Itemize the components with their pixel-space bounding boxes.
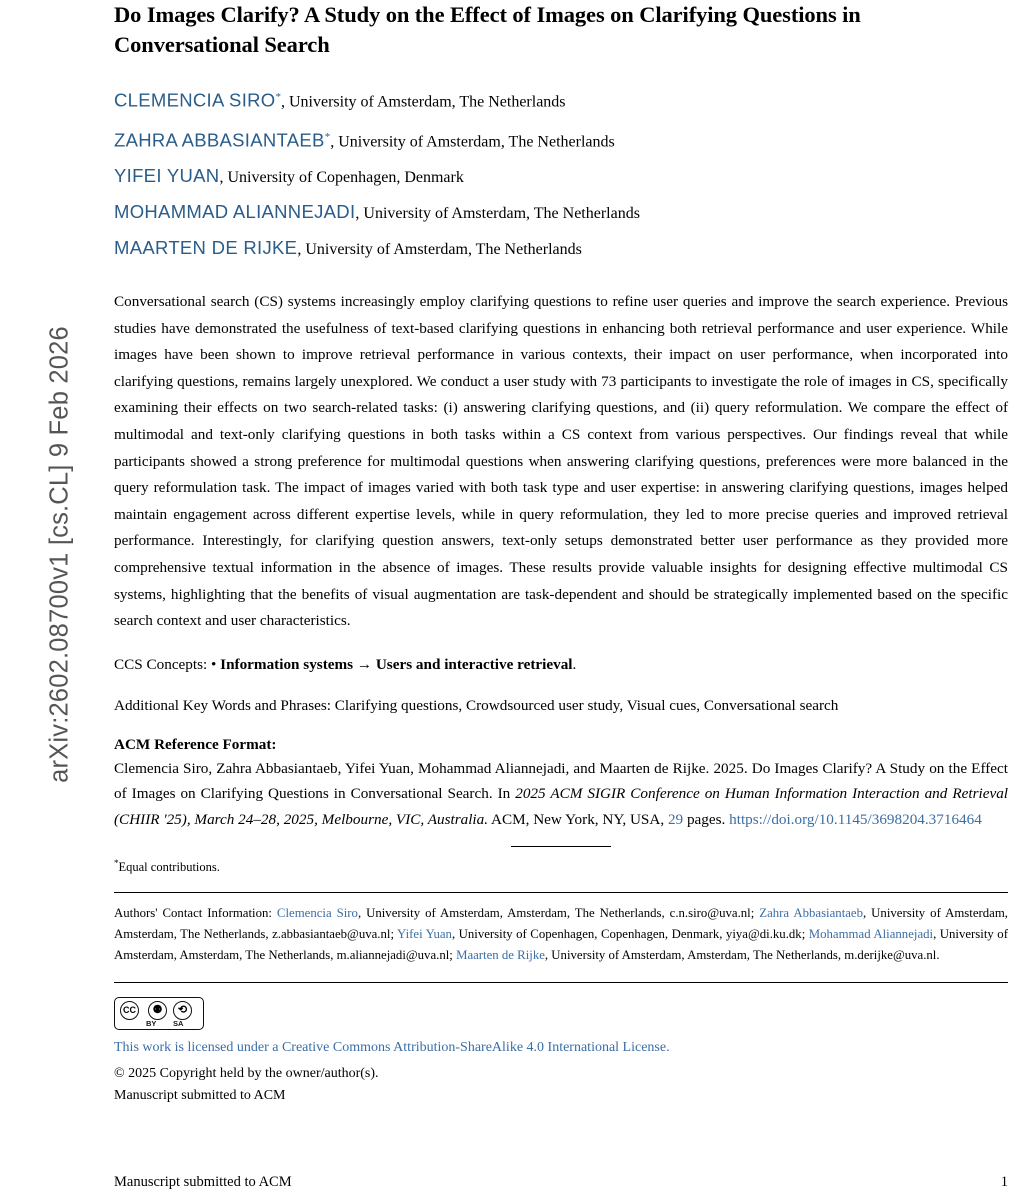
page-footer xyxy=(114,1174,1008,1191)
author-list xyxy=(114,80,1008,267)
arxiv-identifier-stamp: arXiv:2602.08700v1 [cs.CL] 9 Feb 2026 xyxy=(45,326,74,783)
contact-author-5-details: , University of Amsterdam, Amsterdam, The Netherlands, m.derijke@uva.nl. xyxy=(544,948,940,963)
creative-commons-badge-icon xyxy=(114,997,204,1030)
contact-author-4-details: , University of Amsterdam, Amsterdam, The Netherlands, m.aliannejadi@uva.nl; xyxy=(114,927,1008,963)
contact-top-rule xyxy=(114,892,1008,893)
acm-reference-format-heading: ACM Reference Format: xyxy=(114,735,277,753)
footnote-text: Equal contributions. xyxy=(118,860,220,875)
contact-author-5[interactable]: Maarten de Rijke xyxy=(456,948,545,963)
acm-reference-format-body xyxy=(114,756,1008,833)
footer-left-text: Manuscript submitted to ACM xyxy=(114,1174,292,1190)
contact-author-3[interactable]: Yifei Yuan xyxy=(397,927,452,942)
copyright-line: © 2025 Copyright held by the owner/author(s). xyxy=(114,1066,379,1082)
contact-prefix: Authors' Contact Information: xyxy=(114,906,277,921)
author-name: YIFEI YUAN xyxy=(114,165,220,186)
footnote-marker: * xyxy=(114,858,119,869)
ccs-arrow: → xyxy=(353,655,376,673)
author-name: ZAHRA ABBASIANTAEB xyxy=(114,129,325,150)
author-affiliation: , University of Amsterdam, The Netherlands xyxy=(330,133,615,150)
abstract-text: Conversational search (CS) systems increasingly employ clarifying questions to refine user queries and improve the search experience. Previous studies have demonstrated the usefulness of text-based clarifying questions in enhancing both retrieval performance and user experience. While images have been shown to improve retrieval performance in various contexts, their impact on user performance, when incorporated into clarifying questions, remains largely unexplored. We conduct a user study with 73 participants to investigate the role of images in CS, specifically examining their effects on two search-related tasks: (i) answering clarifying questions, and (ii) query reformulation. We compare the effect of multimodal and text-only clarifying questions in both tasks within a CS context from various perspectives. Our findings reveal that while participants showed a strong preference for multimodal questions when answering clarifying questions, preferences were more balanced in the query reformulation task. The impact of images varied with both task type and user expertise: in answering clarifying questions, images helped maintain engagement across different expertise levels, while in query reformulation, they led to more precise queries and improved retrieval performance. Interestingly, for clarifying question answers, text-only setups demonstrated better user performance as they provided more comprehensive textual information in the absence of images. These results provide valuable insights for designing effective multimodal CS systems, highlighting that the benefits of visual augmentation are task-dependent and should be strategically implemented based on the specific search context and user characteristics. xyxy=(114,293,1008,630)
author-affiliation: , University of Amsterdam, The Netherlands xyxy=(297,241,582,258)
ccs-category: Information systems xyxy=(220,655,354,673)
manuscript-submitted-line: Manuscript submitted to ACM xyxy=(114,1088,286,1104)
keywords-line: Additional Key Words and Phrases: Clarifying questions, Crowdsourced user study, Visual cues, Conversational search xyxy=(114,696,839,714)
reference-page-count: 29 xyxy=(667,810,684,828)
ccs-label: CCS Concepts: • xyxy=(114,655,221,673)
author-name: MOHAMMAD ALIANNEJADI xyxy=(114,201,356,222)
cc-by-circle-icon: ⚉ xyxy=(148,1001,167,1020)
reference-text-part2: ACM, New York, NY, USA, xyxy=(488,810,668,828)
ccs-period: . xyxy=(572,655,577,673)
author-affiliation: , University of Copenhagen, Denmark xyxy=(219,169,464,186)
ccs-subcategory: Users and interactive retrieval xyxy=(375,655,573,673)
contact-author-1[interactable]: Clemencia Siro xyxy=(276,906,358,921)
authors-contact-information xyxy=(114,903,1008,966)
author-footnote-marker: * xyxy=(324,130,331,143)
list-item xyxy=(114,195,1008,231)
contact-author-1-details: , University of Amsterdam, Amsterdam, The Netherlands, c.n.siro@uva.nl; xyxy=(357,906,760,921)
cc-by-label: BY xyxy=(146,1019,157,1029)
ccs-concepts xyxy=(114,653,1008,677)
contact-author-4[interactable]: Mohammad Aliannejadi xyxy=(808,927,934,942)
author-affiliation: , University of Amsterdam, The Netherlands xyxy=(355,205,640,222)
reference-venue: 2025 ACM SIGIR Conference on Human Information Interaction and Retrieval (CHIIR '25), March 24–28, 2025, Melbourne, VIC, Australia. xyxy=(114,785,1009,828)
list-item xyxy=(114,231,1008,267)
author-footnote-marker: * xyxy=(275,91,281,103)
cc-sa-circle-icon: ⟲ xyxy=(173,1001,192,1020)
author-name: CLEMENCIA SIRO xyxy=(114,89,276,111)
list-item xyxy=(114,159,1008,195)
cc-circle-icon: CC xyxy=(120,1001,139,1020)
equal-contribution-footnote xyxy=(114,855,1008,876)
contact-author-2[interactable]: Zahra Abbasiantaeb xyxy=(759,906,864,921)
license-link[interactable]: This work is licensed under a Creative Commons Attribution-ShareAlike 4.0 International License. xyxy=(114,1040,670,1056)
contact-author-3-details: , University of Copenhagen, Copenhagen, Denmark, yiya@di.ku.dk; xyxy=(451,927,809,942)
page-number: 1 xyxy=(1000,1174,1008,1190)
footnote-rule xyxy=(511,846,611,847)
license-top-rule xyxy=(114,982,1008,983)
doi-link[interactable]: https://doi.org/10.1145/3698204.3716464 xyxy=(729,810,982,828)
license-block xyxy=(114,997,1008,1106)
author-affiliation: , University of Amsterdam, The Netherlands xyxy=(281,93,566,111)
cc-sa-label: SA xyxy=(173,1019,184,1029)
reference-text-part3: pages. xyxy=(683,810,730,828)
contact-author-2-details: , University of Amsterdam, Amsterdam, The Netherlands, z.abbasiantaeb@uva.nl; xyxy=(114,906,1008,942)
list-item xyxy=(114,80,1008,120)
reference-text-part1: Clemencia Siro, Zahra Abbasiantaeb, Yifei Yuan, Mohammad Aliannejadi, and Maarten de Rijke. 2025. Do Images Clarify? A Study on the Effect of Images on Clarifying Questions in Conversational Search. In xyxy=(114,759,1008,803)
page-title: Do Images Clarify? A Study on the Effect of Images on Clarifying Questions in Conversational Search xyxy=(114,2,861,57)
paper-content xyxy=(114,0,1008,1106)
author-name: MAARTEN DE RIJKE xyxy=(114,237,298,258)
list-item xyxy=(114,120,1008,160)
